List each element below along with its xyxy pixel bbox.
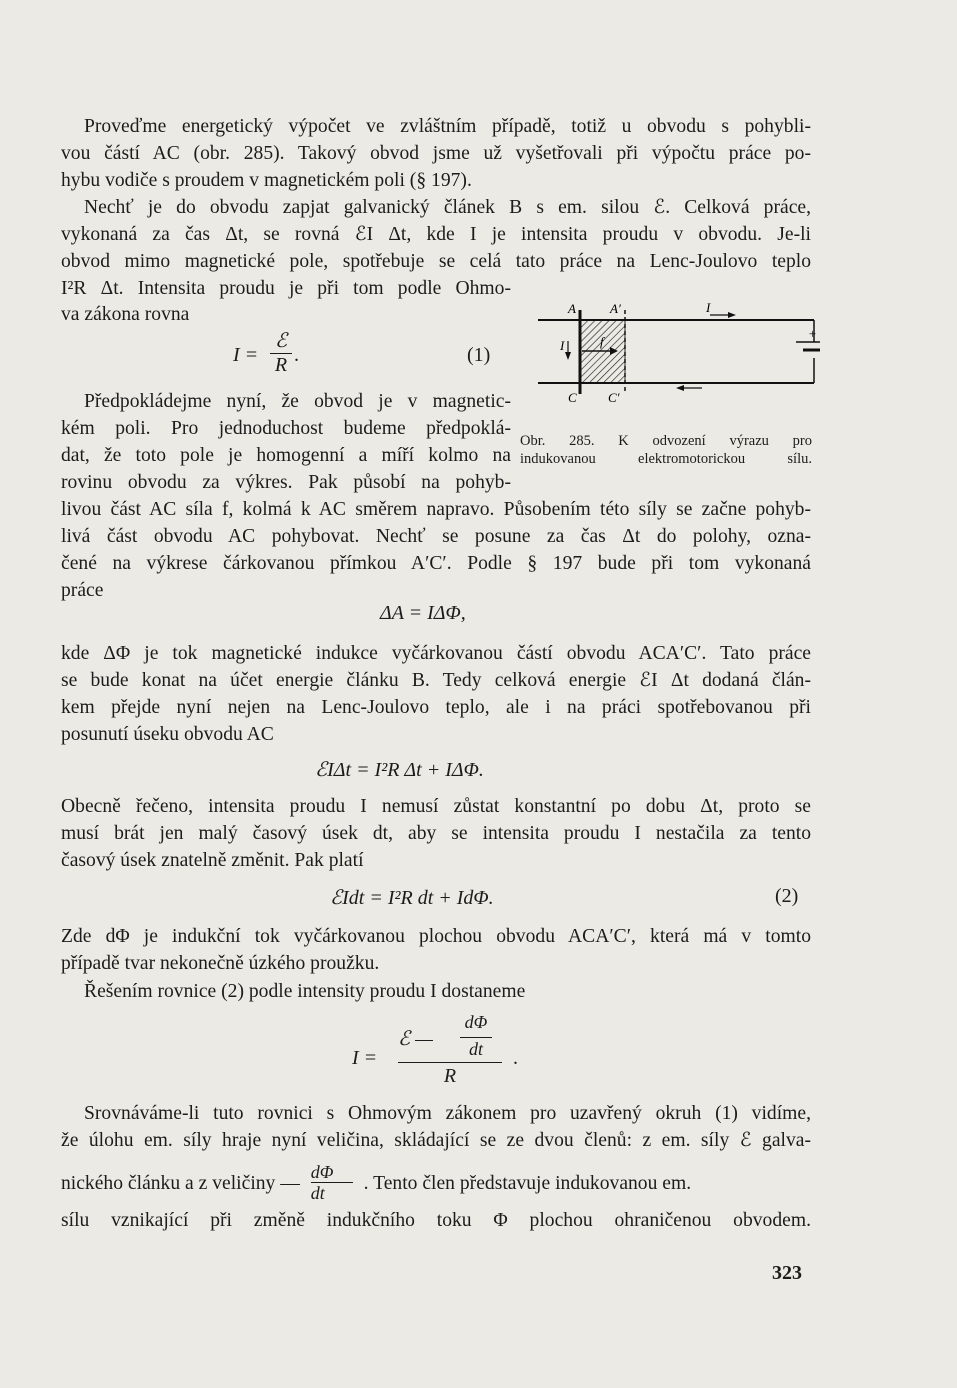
label-C-prime: C′ <box>608 390 620 405</box>
label-A: A <box>568 301 576 316</box>
equation-5-denominator: R <box>443 1065 457 1087</box>
text-line: časový úsek znatelně změnit. Pak platí <box>61 850 364 871</box>
equation-energy: ℰIΔt = I²R Δt + IΔΦ. <box>315 759 484 781</box>
text-line: hybu vodiče s proudem v magnetickém poli (§ 197). <box>61 170 472 191</box>
text-line: vou částí AC (obr. 285). Takový obvod jsme už vyšetřovali při výpočtu práce po- <box>61 143 811 164</box>
text-line: Obecně řečeno, intensita proudu I nemusí zůstat konstantní po dobu Δt, proto se <box>61 796 811 817</box>
text-line: Nechť je do obvodu zapjat galvanický článek B s em. silou ℰ. Celková práce, <box>84 197 811 218</box>
equation-2-number: (2) <box>775 885 799 907</box>
inline-fraction <box>311 1162 353 1203</box>
text-line: vykonaná za čas Δt, se rovná ℰI Δt, kde I je intensita proudu v obvodu. Je-li <box>61 224 811 245</box>
label-C: C <box>568 390 577 405</box>
equation-1-denominator: R <box>274 354 288 376</box>
text-line: případě tvar nekonečně úzkého proužku. <box>61 953 380 974</box>
equation-2: ℰIdt = I²R dt + IdΦ. <box>330 887 494 909</box>
text-line: sílu vznikající při změně indukčního toku Φ plochou ohraničenou obvodem. <box>61 1210 811 1231</box>
text-line: livá část obvodu AC pohybovat. Nechť se posune za čas Δt do polohy, ozna- <box>61 526 811 547</box>
text-line: Předpokládejme nyní, že obvod je v magnetic- <box>84 391 511 412</box>
fraction-bar-main <box>398 1062 502 1063</box>
label-A-prime: A′ <box>610 301 621 316</box>
text-line: Řešením rovnice (2) podle intensity proudu I dostaneme <box>84 981 526 1002</box>
text-line: Zde dΦ je indukční tok vyčárkovanou plochou obvodu ACA′C′, která má v tomto <box>61 926 811 947</box>
text-line: posunutí úseku obvodu AC <box>61 724 274 745</box>
text-line: va zákona rovna <box>61 304 190 325</box>
text-line: Proveďme energetický výpočet ve zvláštním případě, totiž u obvodu s pohybli- <box>84 116 811 137</box>
text-line: obvod mimo magnetické pole, spotřebuje se celá tato práce na Lenc-Joulovo teplo <box>61 251 811 272</box>
text-segment: nického článku a z veličiny — <box>61 1173 300 1194</box>
text-line: kem přejde nyní nejen na Lenc-Joulovo teplo, ale i na práci spotřebovanou při <box>61 697 811 718</box>
current-arrowhead <box>565 352 571 360</box>
label-plus: + <box>808 326 817 341</box>
equation-work: ΔA = IΔΦ, <box>380 602 466 624</box>
equation-5-left: I = <box>352 1047 378 1069</box>
text-segment: . Tento člen představuje indukovanou em. <box>363 1173 692 1194</box>
equation-5-inner-numerator: dΦ <box>464 1012 488 1032</box>
text-line: musí brát jen malý časový úsek dt, aby se intensita proudu I nestačila za tento <box>61 823 811 844</box>
text-line: livou část AC síla f, kolmá k AC směrem napravo. Působením této síly se začne pohyb- <box>61 499 811 520</box>
text-line: kém poli. Pro jednoduchost budeme předpoklá- <box>61 418 511 439</box>
text-line: že úlohu em. síly hraje nyní veličina, skládající se ze dvou členů: z em. síly ℰ galva- <box>61 1130 811 1151</box>
current-arrowhead-bottom <box>676 385 684 391</box>
equation-1-left: I = <box>233 344 259 366</box>
equation-5-dot: . <box>513 1047 518 1069</box>
page-number: 323 <box>772 1262 802 1284</box>
equation-5-fraction <box>398 1012 514 1092</box>
circuit-figure <box>520 296 820 408</box>
figure-caption-line: Obr. 285. K odvození výrazu pro <box>520 433 812 449</box>
figure-caption-line: indukovanou elektromotorickou sílu. <box>520 451 812 467</box>
text-line: se bude konat na účet energie článku B. Tedy celková energie ℰI Δt dodaná člán- <box>61 670 811 691</box>
equation-5-inner-denominator: dt <box>468 1039 483 1059</box>
text-line: čené na výkrese čárkovanou přímkou A′C′. Podle § 197 bude při tom vykonaná <box>61 553 811 574</box>
text-line-with-fraction <box>61 1164 811 1205</box>
equation-5-emf: ℰ — <box>398 1028 433 1050</box>
text-line: dat, že toto pole je homogenní a míří kolmo na <box>61 445 511 466</box>
text-line: Srovnáváme-li tuto rovnici s Ohmovým zákonem pro uzavřený okruh (1) vidíme, <box>84 1103 811 1124</box>
equation-1-number: (1) <box>467 344 491 366</box>
text-line: I²R Δt. Intensita proudu je při tom podle Ohmo- <box>61 278 511 299</box>
fraction-bar-inner <box>460 1037 492 1038</box>
label-force: f <box>600 334 604 349</box>
inline-fraction-denominator: dt <box>310 1183 325 1203</box>
text-line: kde ΔΦ je tok magnetické indukce vyčárkovanou částí obvodu ACA′C′. Tato práce <box>61 643 811 664</box>
equation-1-fraction <box>270 328 292 380</box>
equation-1-numerator: ℰ <box>274 330 288 352</box>
equation-1-dot: . <box>294 344 299 366</box>
label-current-top: I <box>706 300 711 315</box>
inline-fraction-numerator: dΦ <box>311 1162 353 1183</box>
text-line: rovinu obvodu za výkres. Pak působí na pohyb- <box>61 472 511 493</box>
label-current-left: I <box>560 338 565 353</box>
text-line: práce <box>61 580 104 601</box>
current-arrowhead-top <box>728 312 736 318</box>
